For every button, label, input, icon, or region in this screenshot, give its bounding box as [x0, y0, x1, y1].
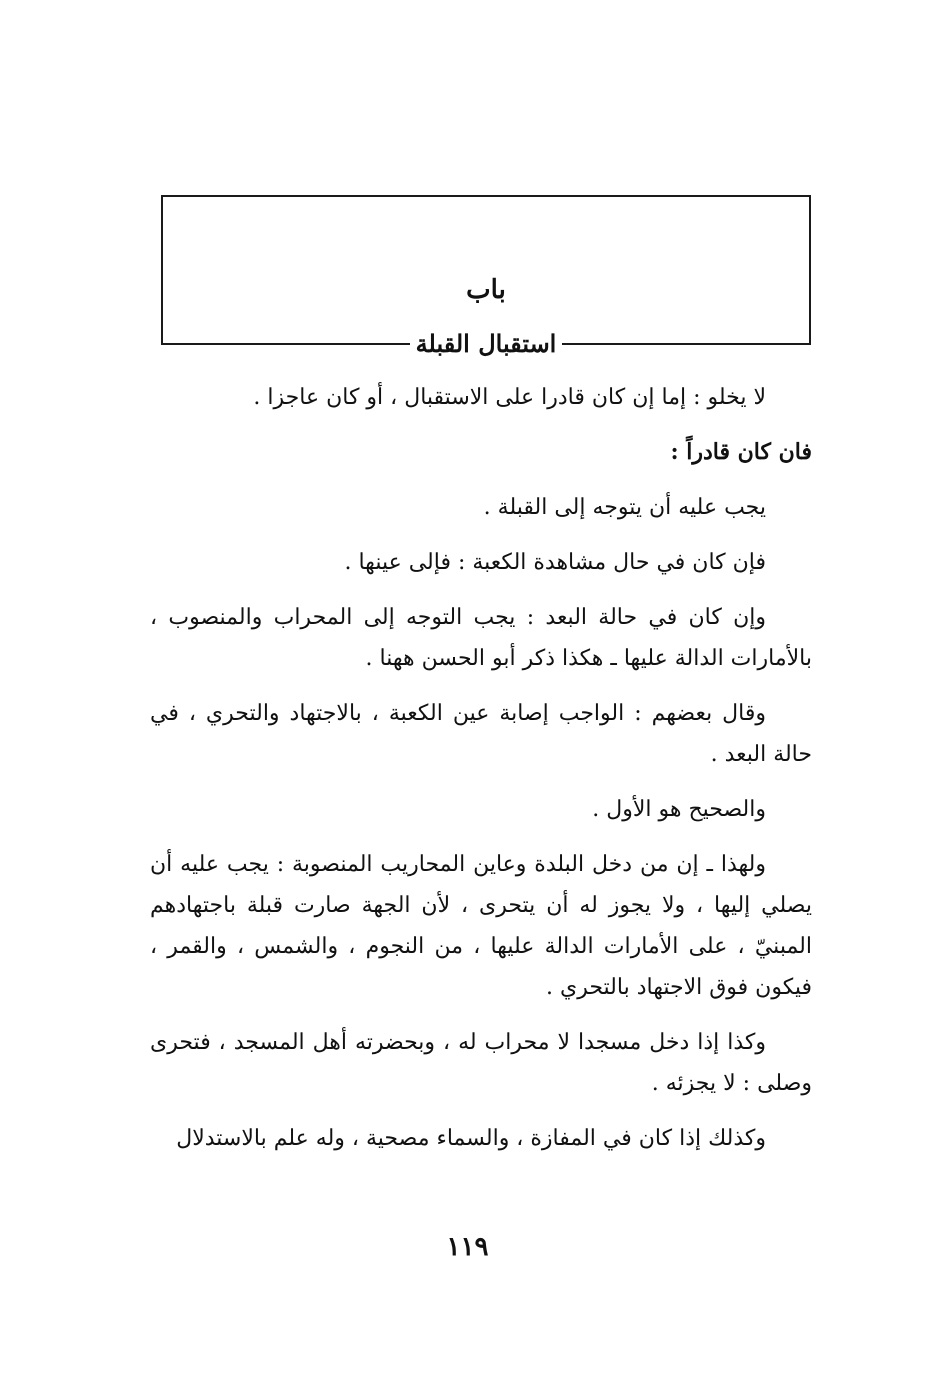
body-text [150, 377, 812, 1173]
paragraph: لا يخلو : إما إن كان قادرا على الاستقبال ، أو كان عاجزا . [253, 385, 766, 410]
paragraph: وكذلك إذا كان في المفازة ، والسماء مصحية ، وله علم بالاستدلال [176, 1126, 766, 1151]
chapter-title-row [163, 329, 809, 359]
paragraph: يجب عليه أن يتوجه إلى القبلة . [483, 495, 766, 520]
paragraph: وقال بعضهم : الواجب إصابة عين الكعبة ، بالاجتهاد والتحري ، في حالة البعد . [150, 701, 812, 767]
paragraph: وإن كان في حالة البعد : يجب التوجه إلى المحراب والمنصوب ، بالأمارات الدالة عليها ـ هكذا ذكر أبو الحسن ههنا . [150, 605, 812, 671]
section-heading: فان كان قادراً : [670, 439, 812, 465]
chapter-title: استقبال القبلة [410, 329, 563, 359]
paragraph: وكذا إذا دخل مسجدا لا محراب له ، وبحضرته أهل المسجد ، فتحرى وصلى : لا يجزئه . [150, 1030, 812, 1096]
paragraph: فإن كان في حال مشاهدة الكعبة : فإلى عينها . [344, 550, 766, 575]
page-number: ١١٩ [446, 1232, 489, 1262]
chapter-title-box [161, 195, 811, 358]
paragraph: والصحيح هو الأول . [592, 797, 766, 822]
chapter-label: باب [466, 275, 506, 305]
paragraph: ولهذا ـ إن من دخل البلدة وعاين المحاريب المنصوبة : يجب عليه أن يصلي إليها ، ولا يجوز له أن يتحرى ، لأن الجهة صارت قبلة باجتهادهم المبنيّ ، على الأمارات الدالة عليها ، من النجوم ، والشمس ، والقمر ، فيكون فوق الاجتهاد بالتحري . [150, 852, 813, 1000]
